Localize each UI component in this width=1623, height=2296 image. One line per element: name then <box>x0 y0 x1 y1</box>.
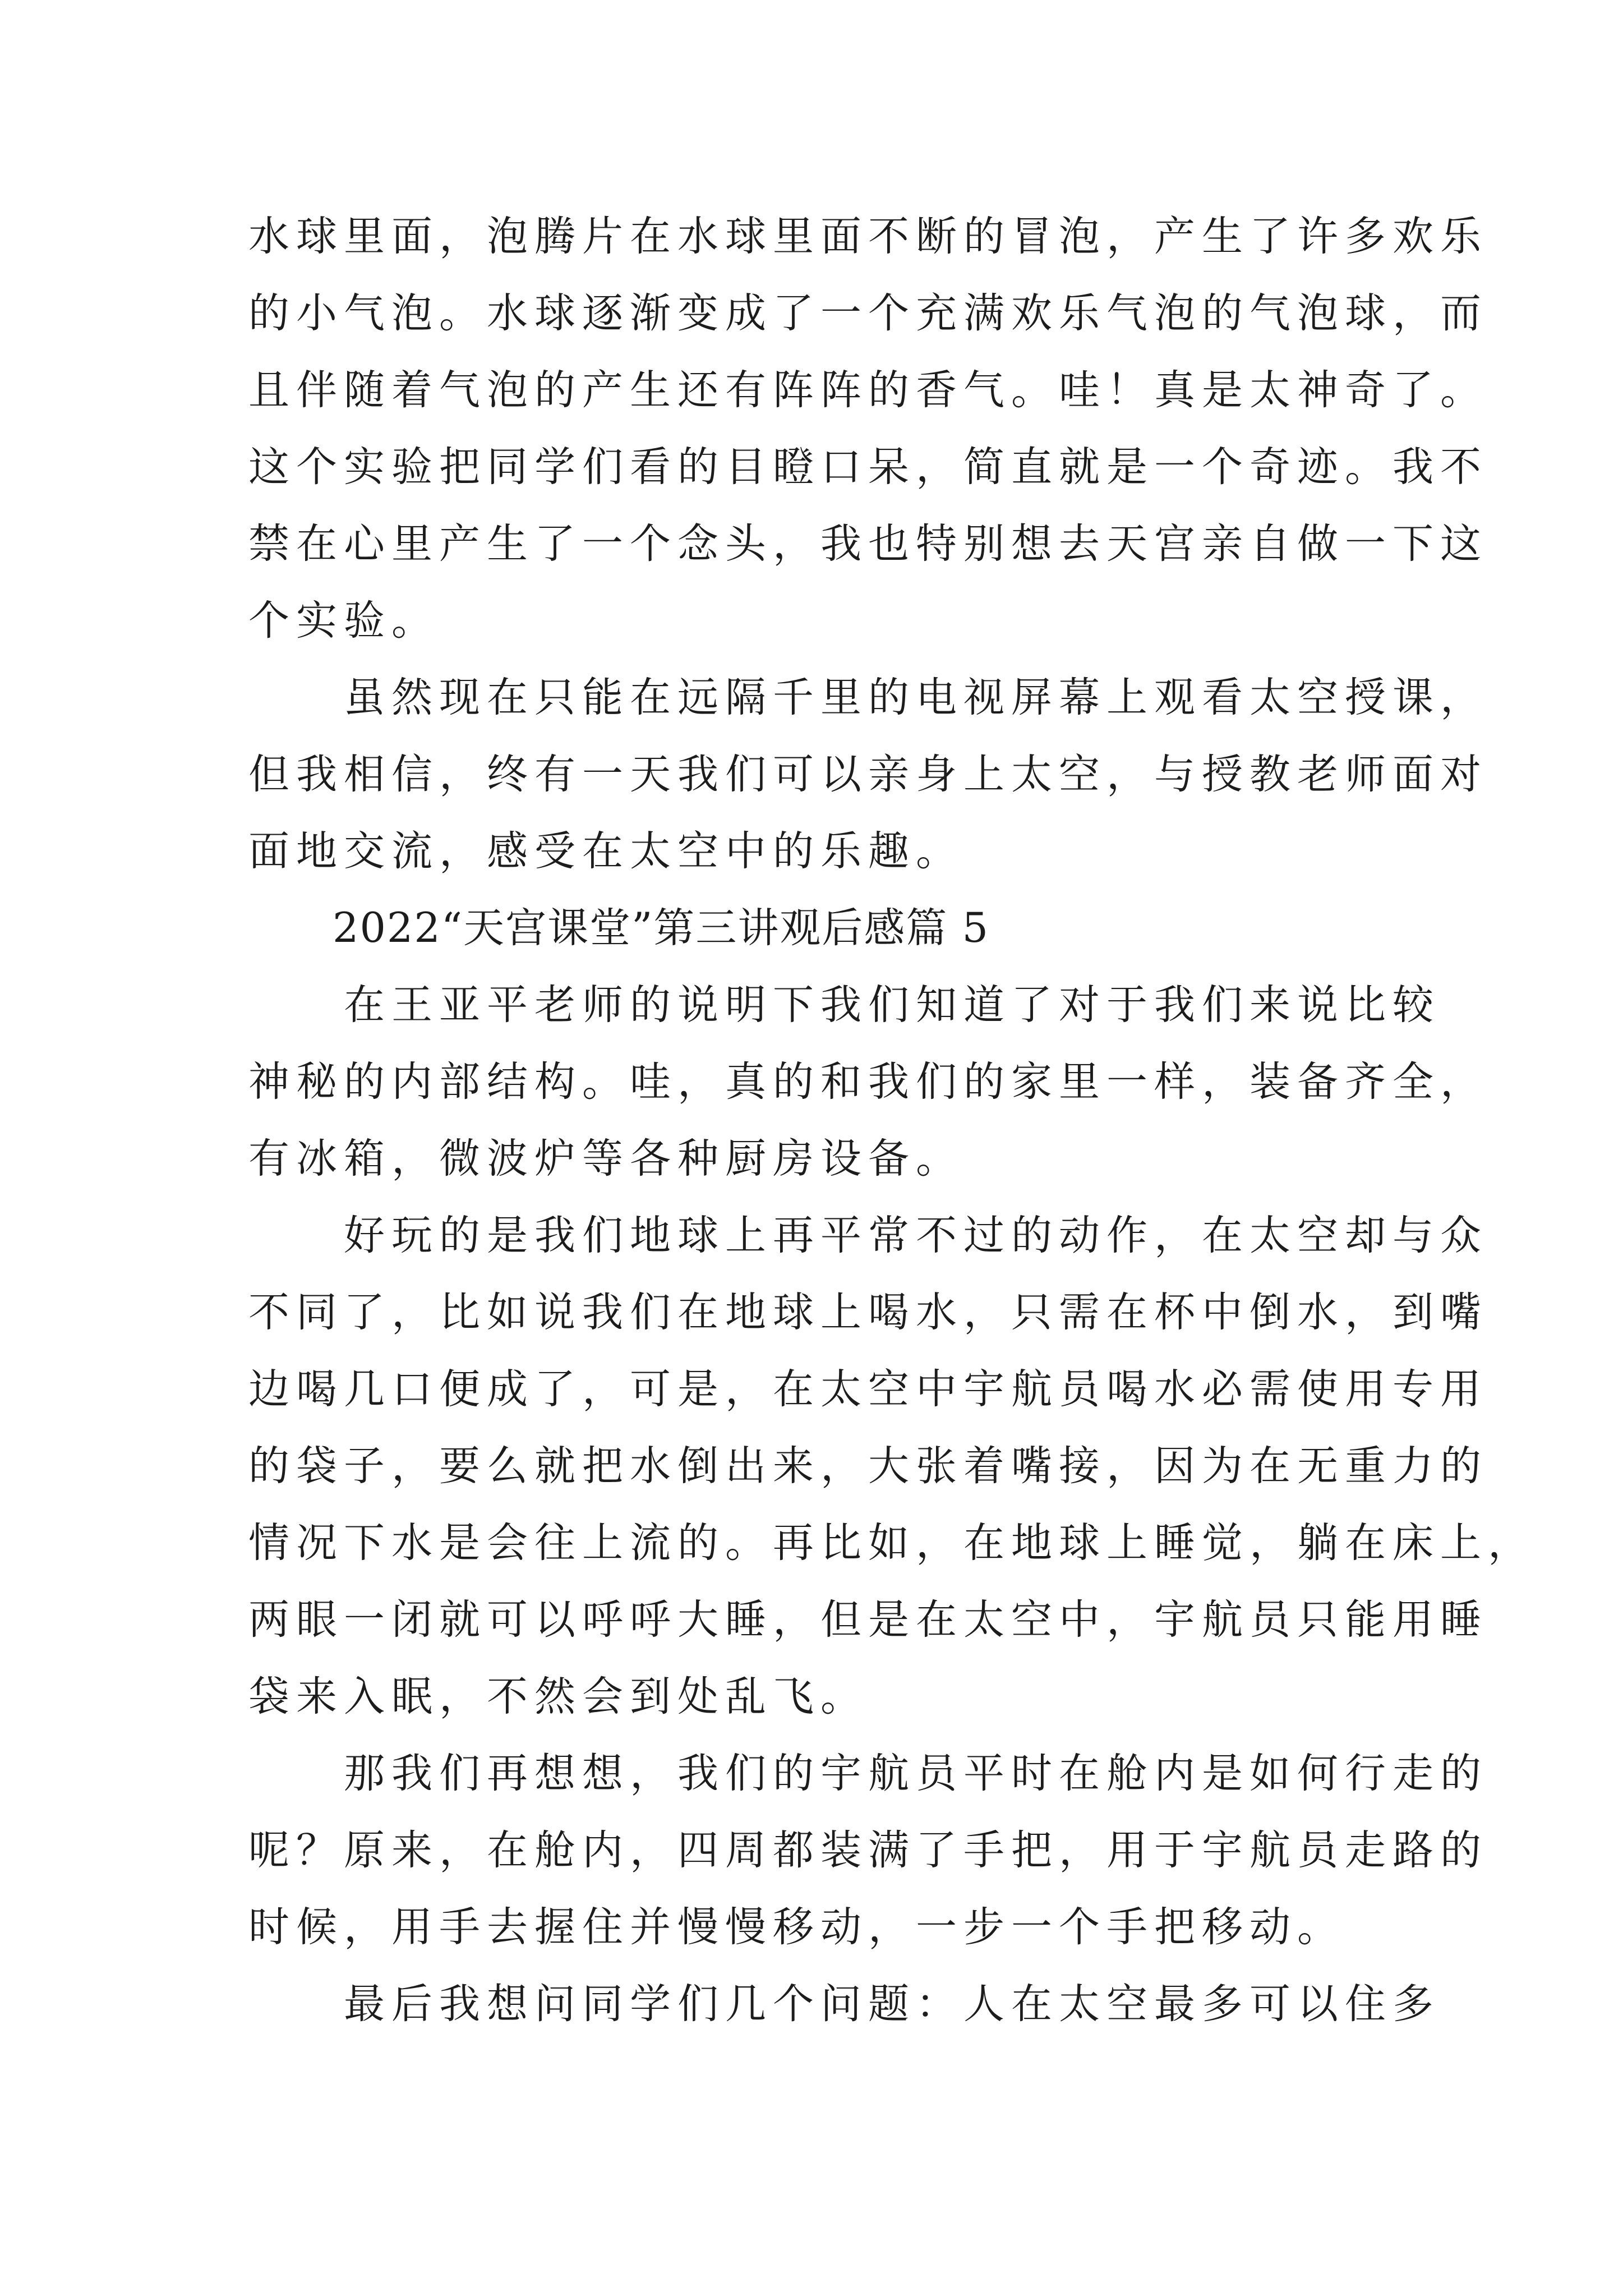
text-line: 在王亚平老师的说明下我们知道了对于我们来说比较 <box>248 981 1440 1029</box>
section-heading: 2022“天宫课堂”第三讲观后感篇 5 <box>248 904 990 952</box>
text-line: 这个实验把同学们看的目瞪口呆，简直就是一个奇迹。我不 <box>248 443 1488 491</box>
text-line: 有冰箱，微波炉等各种厨房设备。 <box>248 1135 963 1182</box>
text-line: 情况下水是会往上流的。再比如，在地球上睡觉，躺在床上， <box>248 1519 1536 1567</box>
text-line: 呢？原来，在舱内，四周都装满了手把，用于宇航员走路的 <box>248 1826 1488 1874</box>
text-line: 神秘的内部结构。哇，真的和我们的家里一样，装备齐全， <box>248 1058 1488 1106</box>
text-line: 面地交流，感受在太空中的乐趣。 <box>248 827 963 875</box>
text-line: 边喝几口便成了，可是，在太空中宇航员喝水必需使用专用 <box>248 1365 1488 1413</box>
text-line: 水球里面，泡腾片在水球里面不断的冒泡，产生了许多欢乐 <box>248 213 1488 260</box>
text-line: 那我们再想想，我们的宇航员平时在舱内是如何行走的 <box>248 1750 1488 1797</box>
text-line: 两眼一闭就可以呼呼大睡，但是在太空中，宇航员只能用睡 <box>248 1596 1488 1644</box>
text-line: 好玩的是我们地球上再平常不过的动作，在太空却与众 <box>248 1212 1488 1259</box>
text-line: 时候，用手去握住并慢慢移动，一步一个手把移动。 <box>248 1903 1345 1951</box>
text-line: 的袋子，要么就把水倒出来，大张着嘴接，因为在无重力的 <box>248 1442 1488 1490</box>
text-line: 且伴随着气泡的产生还有阵阵的香气。哇！真是太神奇了。 <box>248 366 1488 414</box>
text-line: 袋来入眠，不然会到处乱飞。 <box>248 1673 868 1720</box>
text-line: 个实验。 <box>248 597 439 645</box>
text-line: 的小气泡。水球逐渐变成了一个充满欢乐气泡的气泡球，而 <box>248 289 1488 337</box>
text-line: 但我相信，终有一天我们可以亲身上太空，与授教老师面对 <box>248 751 1488 798</box>
text-line: 禁在心里产生了一个念头，我也特别想去天宫亲自做一下这 <box>248 520 1488 568</box>
text-line: 最后我想问同学们几个问题：人在太空最多可以住多 <box>248 1980 1440 2028</box>
text-line: 不同了，比如说我们在地球上喝水，只需在杯中倒水，到嘴 <box>248 1289 1488 1336</box>
text-line: 虽然现在只能在远隔千里的电视屏幕上观看太空授课， <box>248 674 1488 721</box>
